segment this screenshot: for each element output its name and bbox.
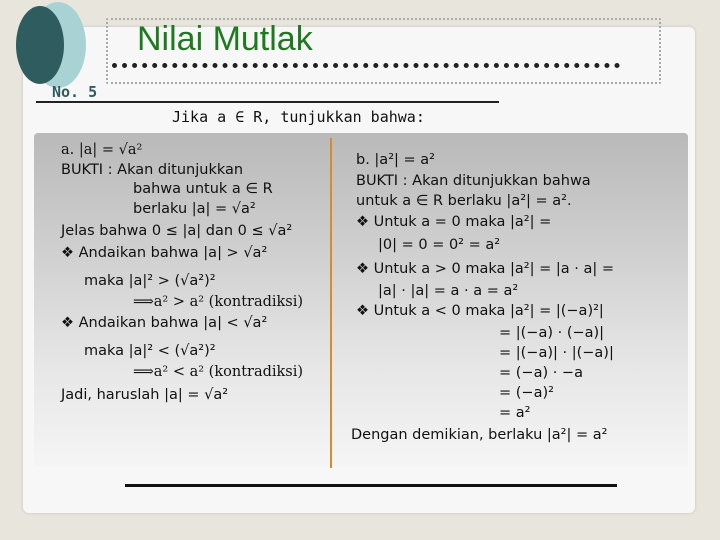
footer-rule [125, 484, 617, 487]
left-line-3: berlaku |a| = √a² [133, 201, 256, 217]
left-line-8: ❖ Andaikan bahwa |a| < √a² [61, 315, 268, 331]
left-line-6: maka |a|² > (√a²)² [84, 273, 216, 289]
title-dotted-rule [112, 63, 620, 73]
column-divider [330, 138, 332, 468]
right-line-9: = |(−a)| · |(−a)| [499, 345, 614, 361]
left-line-10: ⟹a² < a² (kontradiksi) [133, 364, 304, 380]
right-line-5: ❖ Untuk a > 0 maka |a²| = |a · a| = [356, 261, 614, 277]
right-line-0: b. |a²| = a² [356, 152, 435, 168]
right-line-7: ❖ Untuk a < 0 maka |a²| = |(−a)²| [356, 303, 604, 319]
right-line-10: = (−a) · −a [499, 365, 583, 381]
left-line-9: maka |a|² < (√a²)² [84, 343, 216, 359]
header-rule [36, 101, 499, 103]
left-line-11: Jadi, haruslah |a| = √a² [61, 387, 229, 403]
problem-statement: Jika a ∈ R, tunjukkan bahwa: [172, 108, 425, 126]
left-line-2: bahwa untuk a ∈ R [133, 181, 273, 197]
right-line-8: = |(−a) · (−a)| [499, 325, 605, 341]
right-line-13: Dengan demikian, berlaku |a²| = a² [351, 427, 608, 443]
left-line-0: a. |a| = √a² [61, 142, 143, 158]
left-line-4: Jelas bahwa 0 ≤ |a| dan 0 ≤ √a² [61, 223, 293, 239]
right-line-12: = a² [499, 405, 531, 421]
right-line-3: ❖ Untuk a = 0 maka |a²| = [356, 214, 552, 230]
right-line-2: untuk a ∈ R berlaku |a²| = a². [356, 193, 572, 209]
left-line-5: ❖ Andaikan bahwa |a| > √a² [61, 245, 268, 261]
problem-number: No. 5 [52, 83, 98, 101]
page-title: Nilai Mutlak [137, 20, 313, 58]
left-line-7: ⟹a² > a² (kontradiksi) [133, 294, 304, 310]
left-line-1: BUKTI : Akan ditunjukkan [61, 162, 244, 178]
right-line-1: BUKTI : Akan ditunjukkan bahwa [356, 173, 591, 189]
right-line-6: |a| · |a| = a · a = a² [378, 283, 519, 299]
decorative-circle-dark [16, 6, 64, 84]
right-line-4: |0| = 0 = 0² = a² [378, 237, 501, 253]
right-line-11: = (−a)² [499, 385, 554, 401]
